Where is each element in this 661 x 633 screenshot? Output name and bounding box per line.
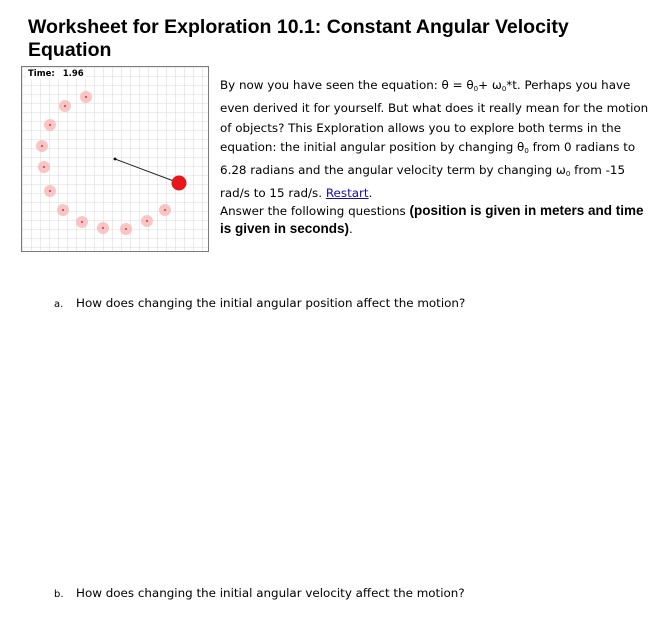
subscript-0: 0 [565, 170, 571, 179]
question-text: How does changing the initial angular position affect the motion? [76, 296, 466, 310]
intro-text-3: *t. Perhaps you have even derived it for yourself. But what does it really mean for the motion of objects? This Exploration allows you to explore both terms in the equation: the initial angular position by changing θ [220, 78, 649, 154]
pivot-point [114, 158, 117, 161]
intro-text-5: from -15 rad/s to 15 rad/s. [220, 163, 626, 201]
intro-text-1: By now you have seen the equation: θ = θ [220, 78, 474, 92]
intro-text-2: + ω [478, 78, 502, 92]
subscript-0: 0 [473, 85, 479, 93]
subscript-0: 0 [524, 146, 529, 155]
intro-text-4: from 0 radians to 6.28 radians and the angular velocity term by changing ω [220, 139, 636, 178]
animation-panel[interactable] [21, 66, 209, 252]
question-text: How does changing the initial angular velocity affect the motion? [76, 586, 465, 600]
intro-paragraph: By now you have seen the equation: $\theta = \theta_0+ \omega_0*t$. Perhaps you have even derived it for yourself. But what does it really mean for the motion of objects? This Exploration allows you to explore both terms in the equation: the initial angular position by changing $\theta_0$ from 0 radians to 6.28 radians and the angular velocity term by changing $\omega_0$ from -15 rad/s to 15 rad/s. Restart. [220, 78, 649, 201]
question-marker: b. [54, 589, 64, 600]
question-b [54, 586, 465, 600]
restart-link[interactable]: Restart [325, 186, 369, 201]
answer-end: . [349, 222, 353, 236]
answer-bold: (position is given in meters and time is given in seconds) [220, 203, 644, 236]
answer-lead: Answer the following questions [220, 204, 410, 218]
subscript-0: 0 [501, 85, 507, 93]
radius-line [115, 159, 179, 183]
time-label: Time: [28, 69, 55, 79]
worksheet-title: Worksheet for Exploration 10.1: Constant Angular Velocity Equation [28, 16, 569, 61]
question-marker: a. [54, 299, 64, 310]
ball [172, 176, 187, 191]
simulation-grid [22, 67, 208, 251]
question-a [54, 296, 465, 310]
answer-instructions [220, 202, 656, 238]
time-value: 1.96 [62, 69, 84, 79]
time-readout [26, 69, 86, 79]
